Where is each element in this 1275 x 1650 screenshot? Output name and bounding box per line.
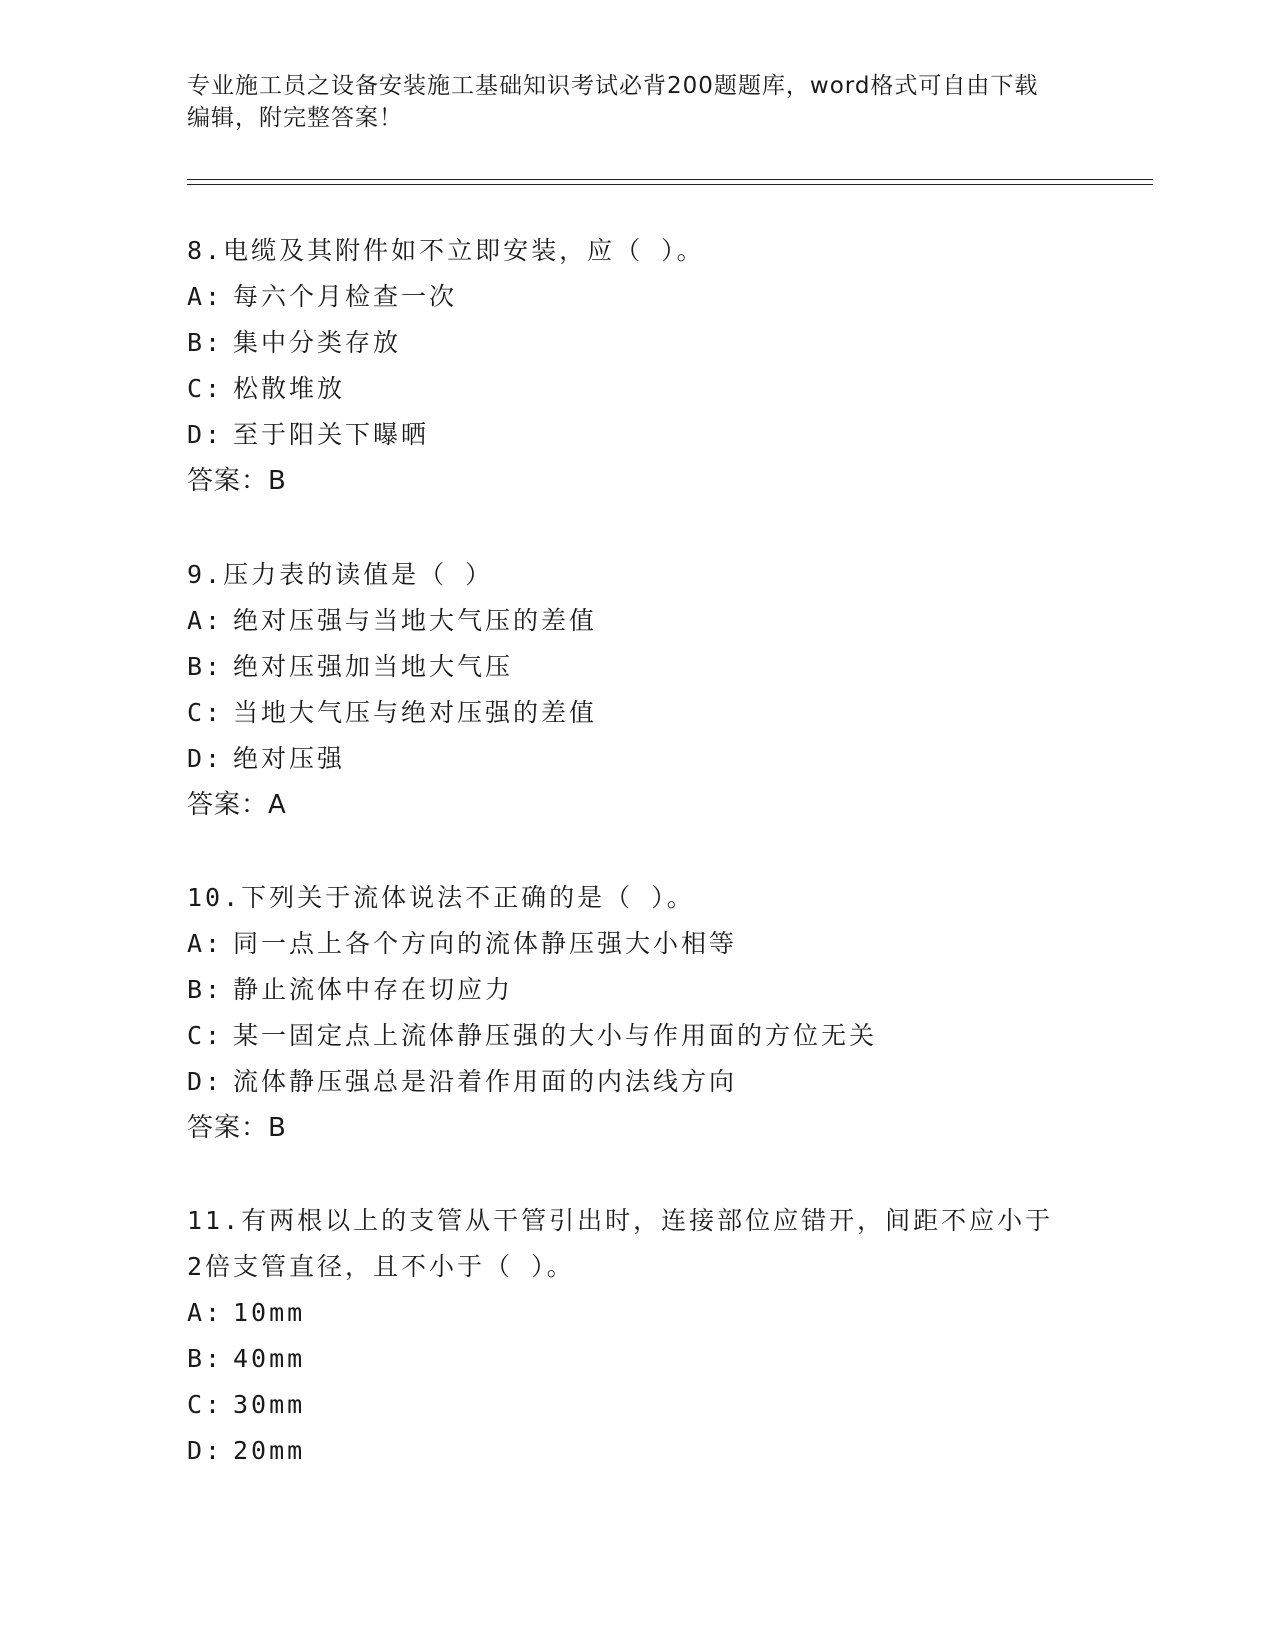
option-text: 集中分类存放 xyxy=(233,328,402,357)
option-key: C: xyxy=(187,1390,224,1419)
option-text: 绝对压强与当地大气压的差值 xyxy=(233,606,598,635)
question-stem: 10.下列关于流体说法不正确的是（ ）。 xyxy=(187,883,695,912)
option-text: 绝对压强 xyxy=(233,744,346,773)
option-a xyxy=(187,1290,1087,1336)
question-stem: 11.有两根以上的支管从干管引出时，连接部位应错开，间距不应小于 xyxy=(187,1206,1054,1235)
option-text: 某一固定点上流体静压强的大小与作用面的方位无关 xyxy=(233,1021,878,1050)
option-key: B: xyxy=(187,975,224,1004)
question-stem-continued: 2倍支管直径，且不小于（ ）。 xyxy=(187,1252,575,1281)
header-line-2: 编辑，附完整答案！ xyxy=(187,105,403,131)
option-d xyxy=(187,1428,1087,1474)
option-b xyxy=(187,320,1087,366)
option-b xyxy=(187,967,1087,1013)
question-stem: 9.压力表的读值是（ ） xyxy=(187,560,494,589)
option-text: 静止流体中存在切应力 xyxy=(233,975,514,1004)
option-b xyxy=(187,1336,1087,1382)
option-key: B: xyxy=(187,652,224,681)
option-key: D: xyxy=(187,744,224,773)
answer-label: 答案：A xyxy=(187,790,287,820)
document-header xyxy=(187,70,1087,134)
option-a xyxy=(187,598,1087,644)
option-key: A: xyxy=(187,1298,224,1327)
header-divider-top xyxy=(187,179,1153,180)
option-key: D: xyxy=(187,420,224,449)
option-text: 10mm xyxy=(233,1298,306,1327)
option-key: C: xyxy=(187,698,224,727)
option-text: 同一点上各个方向的流体静压强大小相等 xyxy=(233,929,738,958)
option-text: 流体静压强总是沿着作用面的内法线方向 xyxy=(233,1067,738,1096)
answer-label: 答案：B xyxy=(187,1113,287,1143)
option-d xyxy=(187,736,1087,782)
question-10 xyxy=(187,875,1087,1151)
option-text: 20mm xyxy=(233,1436,306,1465)
option-text: 至于阳关下曝晒 xyxy=(233,420,430,449)
question-11 xyxy=(187,1198,1087,1474)
option-d xyxy=(187,1059,1087,1105)
option-d xyxy=(187,412,1087,458)
option-c xyxy=(187,690,1087,736)
option-key: C: xyxy=(187,1021,224,1050)
option-c xyxy=(187,1382,1087,1428)
option-c xyxy=(187,366,1087,412)
option-key: D: xyxy=(187,1436,224,1465)
option-b xyxy=(187,644,1087,690)
option-text: 当地大气压与绝对压强的差值 xyxy=(233,698,598,727)
header-line-1: 专业施工员之设备安装施工基础知识考试必背200题题库，word格式可自由下载 xyxy=(187,73,1039,99)
option-key: A: xyxy=(187,606,224,635)
option-key: D: xyxy=(187,1067,224,1096)
option-key: A: xyxy=(187,929,224,958)
option-text: 30mm xyxy=(233,1390,306,1419)
option-a xyxy=(187,921,1087,967)
option-key: A: xyxy=(187,282,224,311)
option-key: B: xyxy=(187,328,224,357)
option-text: 40mm xyxy=(233,1344,306,1373)
option-key: C: xyxy=(187,374,224,403)
option-text: 松散堆放 xyxy=(233,374,346,403)
option-text: 绝对压强加当地大气压 xyxy=(233,652,514,681)
option-a xyxy=(187,274,1087,320)
option-text: 每六个月检查一次 xyxy=(233,282,458,311)
option-key: B: xyxy=(187,1344,224,1373)
header-divider-bottom xyxy=(187,184,1153,185)
question-stem: 8.电缆及其附件如不立即安装，应（ ）。 xyxy=(187,236,705,265)
question-9 xyxy=(187,552,1087,828)
answer-label: 答案：B xyxy=(187,466,287,496)
option-c xyxy=(187,1013,1087,1059)
question-8 xyxy=(187,228,1087,504)
